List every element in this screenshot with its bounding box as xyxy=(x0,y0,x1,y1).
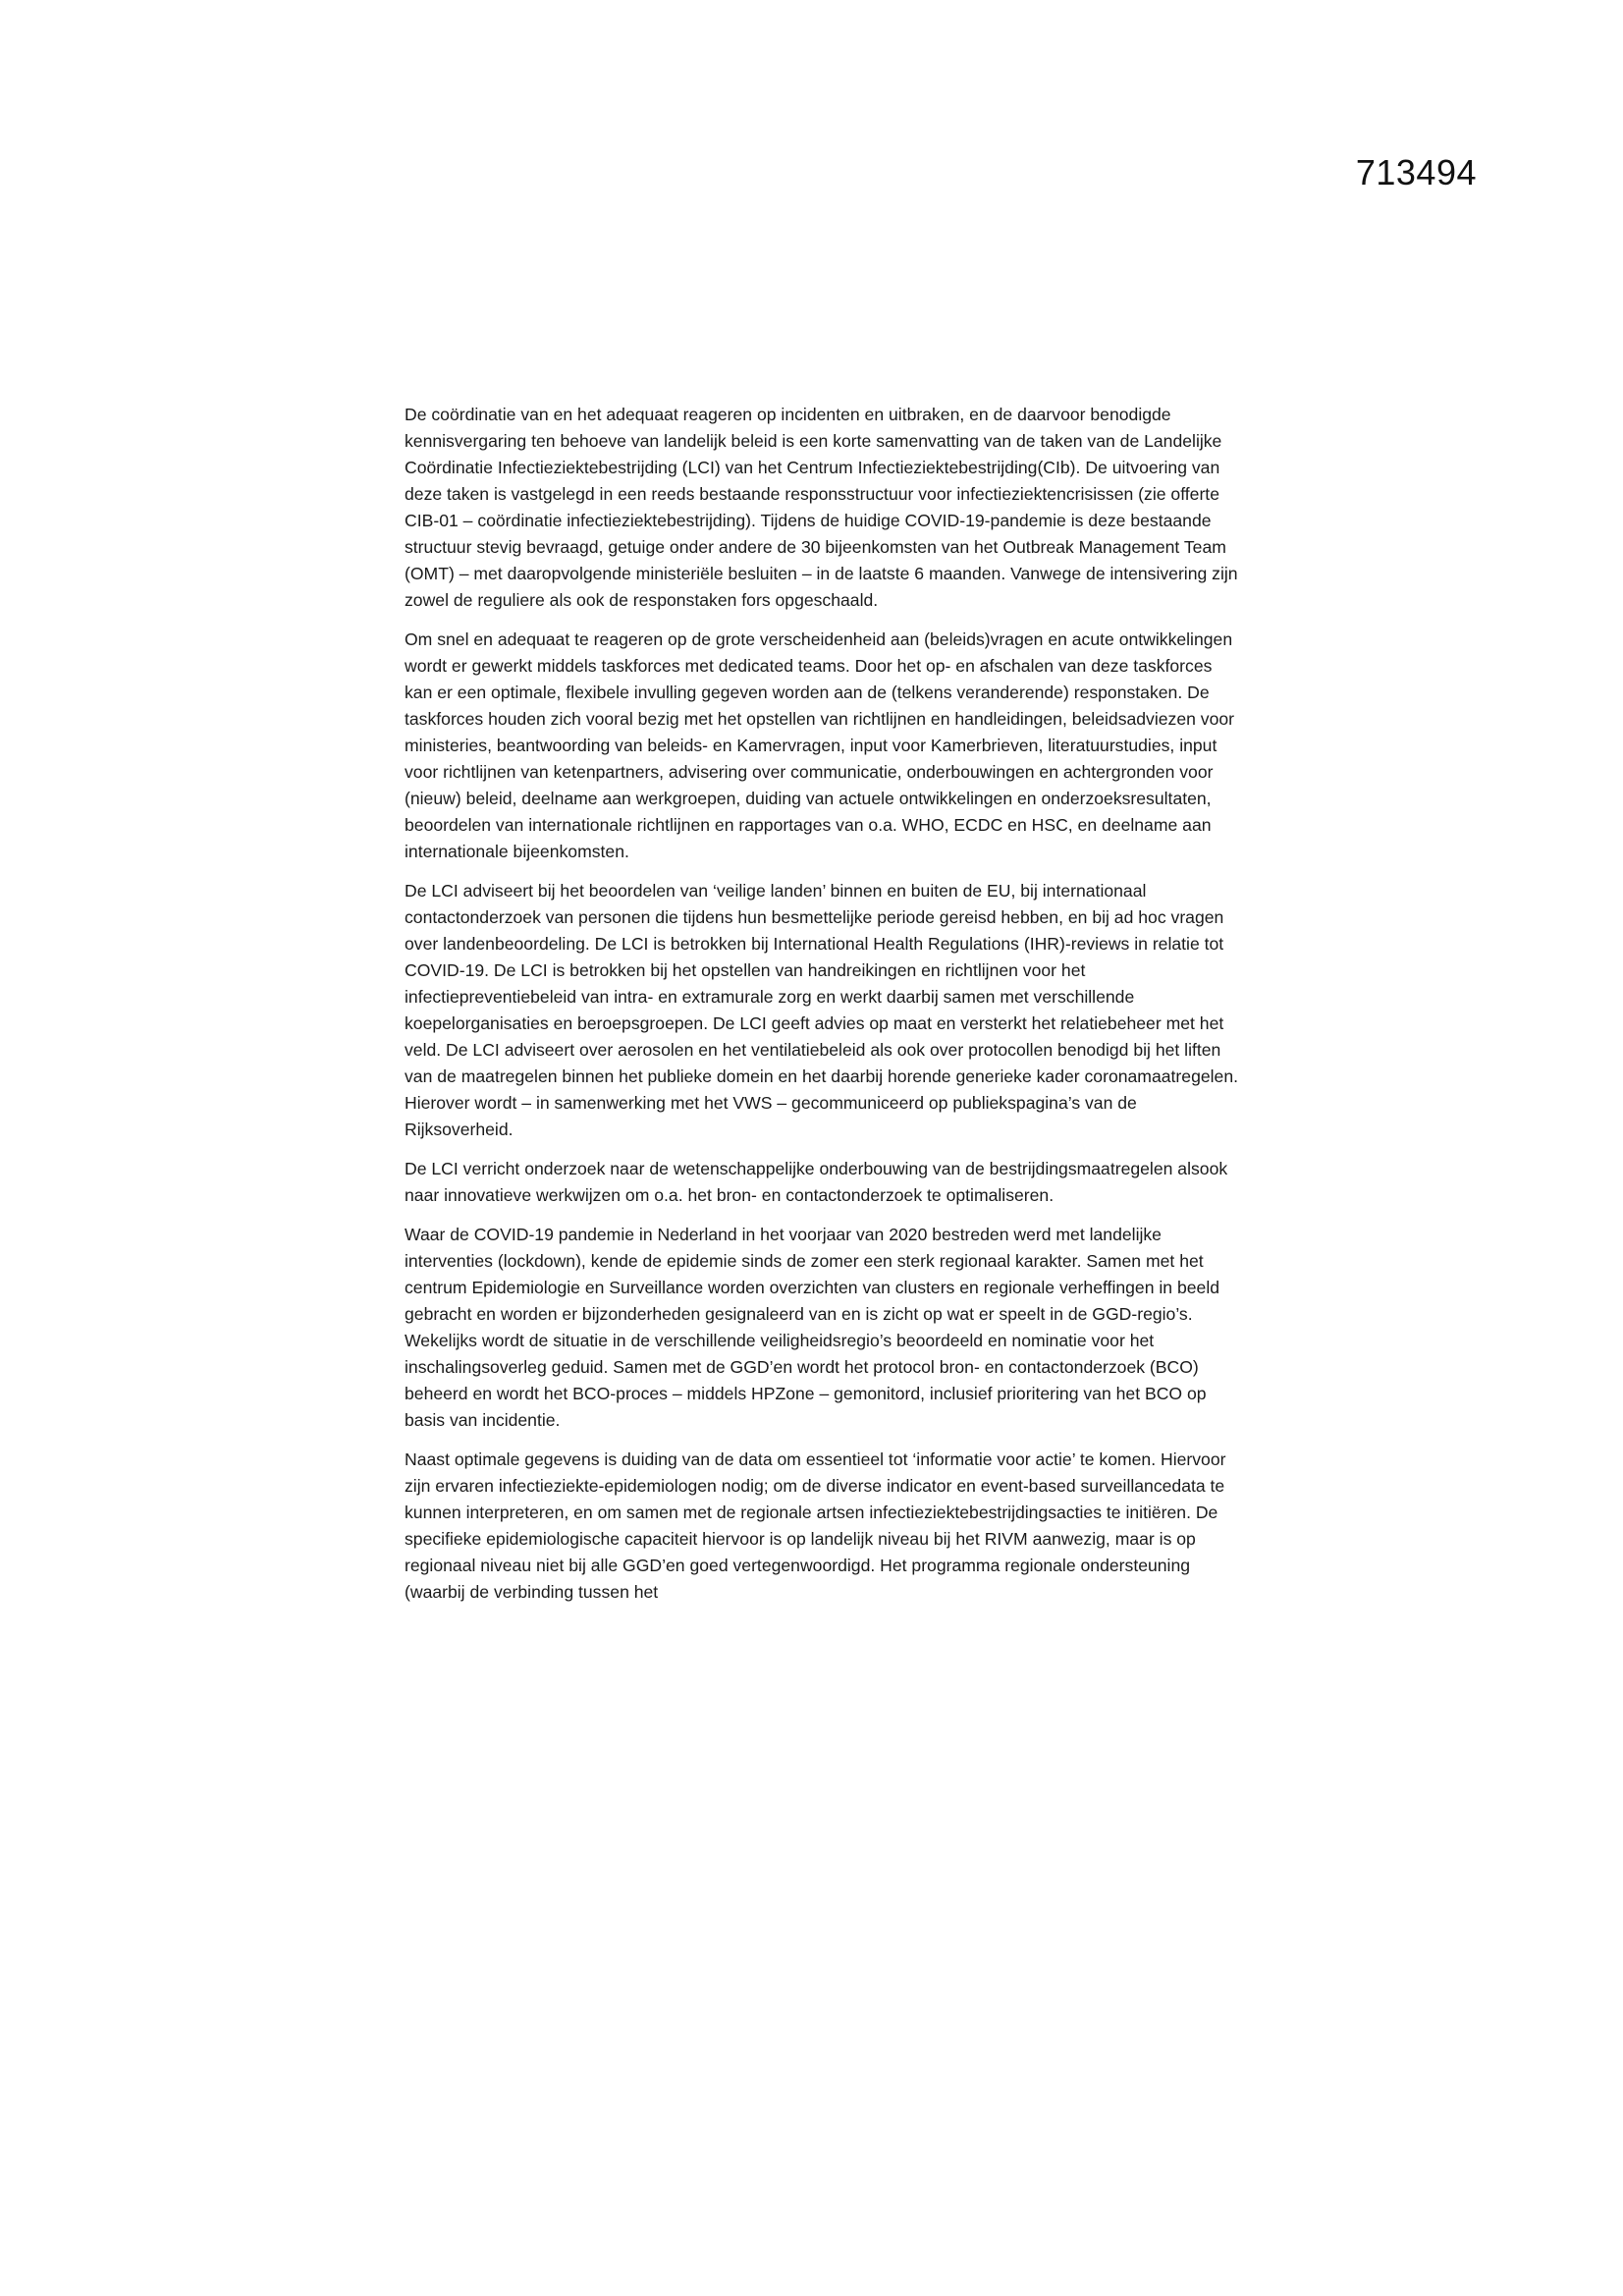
paragraph-regional: Waar de COVID-19 pandemie in Nederland in het voorjaar van 2020 bestreden werd met landelijke interventies (lockdown), kende de epidemie sinds de zomer een sterk regionaal karakter. Samen met het centrum Epidemiologie en Surveillance worden overzichten van clusters en regionale verheffingen in beeld gebracht en worden er bijzonderheden gesignaleerd van en is zicht op wat er speelt in de GGD-regio’s. Wekelijks wordt de situatie in de verschillende veiligheidsregio’s beoordeeld en nominatie voor het inschalingsoverleg geduid. Samen met de GGD’en wordt het protocol bron- en contactonderzoek (BCO) beheerd en wordt het BCO-proces – middels HPZone – gemonitord, inclusief prioritering van het BCO op basis van incidentie. xyxy=(405,1225,1220,1430)
paragraph-lci-advice: De LCI adviseert bij het beoordelen van ‘veilige landen’ binnen en buiten de EU, bij internationaal contactonderzoek van personen die tijdens hun besmettelijke periode gereisd hebben, en bij ad hoc vragen over landenbeoordeling. De LCI is betrokken bij International Health Regulations (IHR)-reviews in relatie tot COVID-19. De LCI is betrokken bij het opstellen van handreikingen en richtlijnen voor het infectiepreventiebeleid van intra- en extramurale zorg en werkt daarbij samen met verschillende koepelorganisaties en beroepsgroepen. De LCI geeft advies op maat en versterkt het relatiebeheer met het veld. De LCI adviseert over aerosolen en het ventilatiebeleid als ook over protocollen benodigd bij het liften van de maatregelen binnen het publieke domein en het daarbij horende generieke kader coronamaatregelen. Hierover wordt – in samenwerking met het VWS – gecommuniceerd op publiekspagina’s van de Rijksoverheid. xyxy=(405,881,1239,1139)
paragraph-research: De LCI verricht onderzoek naar de wetenschappelijke onderbouwing van de bestrijdingsmaatregelen alsook naar innovatieve werkwijzen om o.a. het bron- en contactonderzoek te optimaliseren. xyxy=(405,1159,1228,1205)
paragraph-coordination: De coördinatie van en het adequaat reageren op incidenten en uitbraken, en de daarvoor benodigde kennisvergaring ten behoeve van landelijk beleid is een korte samenvatting van de taken van de Landelijke Coördinatie Infectieziektebestrijding (LCI) van het Centrum Infectieziektebestrijding(CIb). De uitvoering van deze taken is vastgelegd in een reeds bestaande responsstructuur voor infectieziektencrisissen (zie offerte CIB-01 – coördinatie infectieziektebestrijding). Tijdens de huidige COVID-19-pandemie is deze bestaande structuur stevig bevraagd, getuige onder andere de 30 bijeenkomsten van het Outbreak Management Team (OMT) – met daaropvolgende ministeriële besluiten – in de laatste 6 maanden. Vanwege de intensivering zijn zowel de reguliere als ook de responstaken fors opgeschaald. xyxy=(405,405,1238,610)
paragraph-data-interpretation: Naast optimale gegevens is duiding van de data om essentieel tot ‘informatie voor actie’ te komen. Hiervoor zijn ervaren infectieziekte-epidemiologen nodig; om de diverse indicator en event-based surveillancedata te kunnen interpreteren, en om samen met de regionale artsen infectieziektebestrijdingsacties te initiëren. De specifieke epidemiologische capaciteit hiervoor is op landelijk niveau bij het RIVM aanwezig, maar is op regionaal niveau niet bij alle GGD’en goed vertegenwoordigd. Het programma regionale ondersteuning (waarbij de verbinding tussen het xyxy=(405,1449,1226,1602)
document-number: 713494 xyxy=(1355,152,1477,192)
document-body xyxy=(405,402,1239,1618)
paragraph-taskforces: Om snel en adequaat te reageren op de grote verscheidenheid aan (beleids)vragen en acute ontwikkelingen wordt er gewerkt middels taskforces met dedicated teams. Door het op- en afschalen van deze taskforces kan er een optimale, flexibele invulling gegeven worden aan de (telkens veranderende) responstaken. De taskforces houden zich vooral bezig met het opstellen van richtlijnen en handleidingen, beleidsadviezen voor ministeries, beantwoording van beleids- en Kamervragen, input voor Kamerbrieven, literatuurstudies, input voor richtlijnen van ketenpartners, advisering over communicatie, onderbouwingen en achtergronden voor (nieuw) beleid, deelname aan werkgroepen, duiding van actuele ontwikkelingen en onderzoeksresultaten, beoordelen van internationale richtlijnen en rapportages van o.a. WHO, ECDC en HSC, en deelname aan internationale bijeenkomsten. xyxy=(405,629,1235,861)
